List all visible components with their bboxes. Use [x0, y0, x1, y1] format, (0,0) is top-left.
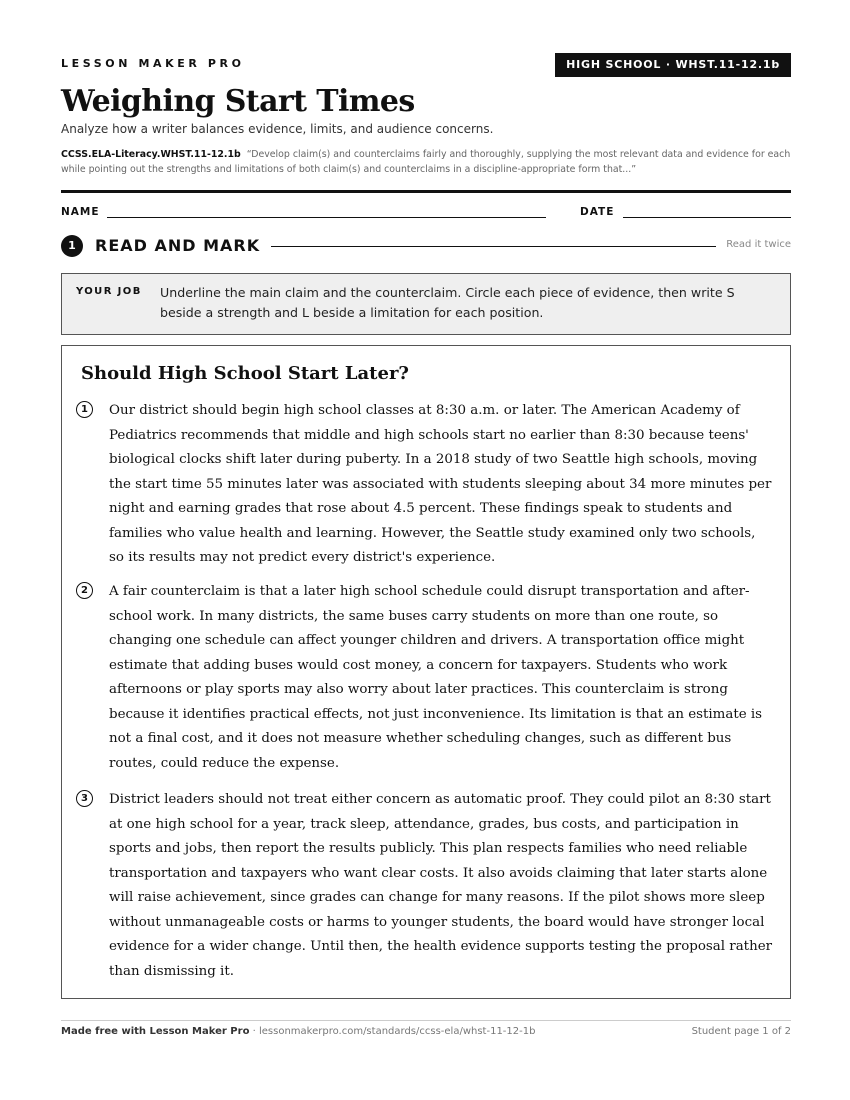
section-number-badge: 1 [61, 235, 83, 257]
name-label: NAME [61, 206, 100, 218]
section-title: READ AND MARK [95, 236, 261, 255]
name-date-row [61, 206, 791, 222]
brand-name: LESSON MAKER PRO [61, 57, 245, 70]
footer-url[interactable]: · lessonmakerpro.com/standards/ccss-ela/whst-11-12-1b [249, 1026, 536, 1037]
date-label: DATE [580, 206, 615, 218]
footer-made-with: Made free with Lesson Maker Pro [61, 1026, 250, 1037]
section-hint: Read it twice [726, 239, 791, 250]
standard-description [61, 147, 791, 177]
standard-quote: “Develop claim(s) and counterclaims fairly and thoroughly, supplying the most relevant data and evidence for each while pointing out the strengths and limitations of both claim(s) and counterclaims in a discipline-appropriate form that...” [61, 149, 791, 175]
name-field[interactable] [107, 217, 546, 218]
instructions-label: YOUR JOB [76, 286, 142, 297]
paragraph-number: 2 [76, 582, 93, 599]
section-divider [271, 246, 716, 247]
section-read-and-mark [61, 235, 791, 257]
paragraph-text: A fair counterclaim is that a later high school schedule could disrupt transportation and after-school work. In many districts, the same buses carry students on more than one route, so changing one schedule can affect younger children and drivers. A transportation office might estimate that adding buses would cost money, a concern for taxpayers. Students who work afternoons or play sports may also worry about later practices. This counterclaim is strong because it identifies practical effects, not just inconvenience. Its limitation is that an estimate is not a final cost, and it does not measure whether scheduling changes, such as different bus routes, could reduce the expense. [109, 584, 763, 771]
paragraph-number: 1 [76, 401, 93, 418]
instructions-box [61, 273, 791, 335]
instructions-text: Underline the main claim and the counterclaim. Circle each piece of evidence, then write S beside a strength and L beside a limitation for each position. [160, 285, 735, 320]
paragraph-text: Our district should begin high school classes at 8:30 a.m. or later. The American Academy of Pediatrics recommends that middle and high schools start no earlier than 8:30 because teens' biological clocks shift later during puberty. In a 2018 study of two Seattle high schools, moving the start time 55 minutes later was associated with students sleeping about 34 more minutes per night and earning grades that rose about 4.5 percent. These findings speak to students and families who value health and learning. However, the Seattle study examined only two schools, so its results may not predict every district's experience. [109, 403, 772, 565]
footer-page-number: Student page 1 of 2 [691, 1026, 791, 1037]
paragraph-number: 3 [76, 790, 93, 807]
grade-standard-badge: HIGH SCHOOL · WHST.11-12.1b [555, 53, 791, 77]
standard-code: CCSS.ELA-Literacy.WHST.11-12.1b [61, 149, 241, 160]
worksheet-title: Weighing Start Times [61, 84, 415, 119]
header-divider [61, 190, 791, 193]
date-field[interactable] [623, 217, 791, 218]
passage-title: Should High School Start Later? [81, 363, 409, 384]
worksheet-subtitle: Analyze how a writer balances evidence, limits, and audience concerns. [61, 122, 494, 136]
paragraph-text: District leaders should not treat either concern as automatic proof. They could pilot an 8:30 start at one high school for a year, track sleep, attendance, grades, bus costs, and participation in sports and jobs, then report the results publicly. This plan respects families who need reliable transportation and taxpayers who want clear costs. It also avoids claiming that later starts alone will raise achievement, since grades can change for many reasons. If the pilot shows more sleep without unmanageable costs or harms to younger students, the board would have stronger local evidence for a wider change. Until then, the health evidence supports testing the proposal rather than dismissing it. [109, 792, 773, 979]
footer-credit [61, 1026, 535, 1037]
reading-passage [61, 345, 791, 999]
footer-divider [61, 1020, 791, 1021]
